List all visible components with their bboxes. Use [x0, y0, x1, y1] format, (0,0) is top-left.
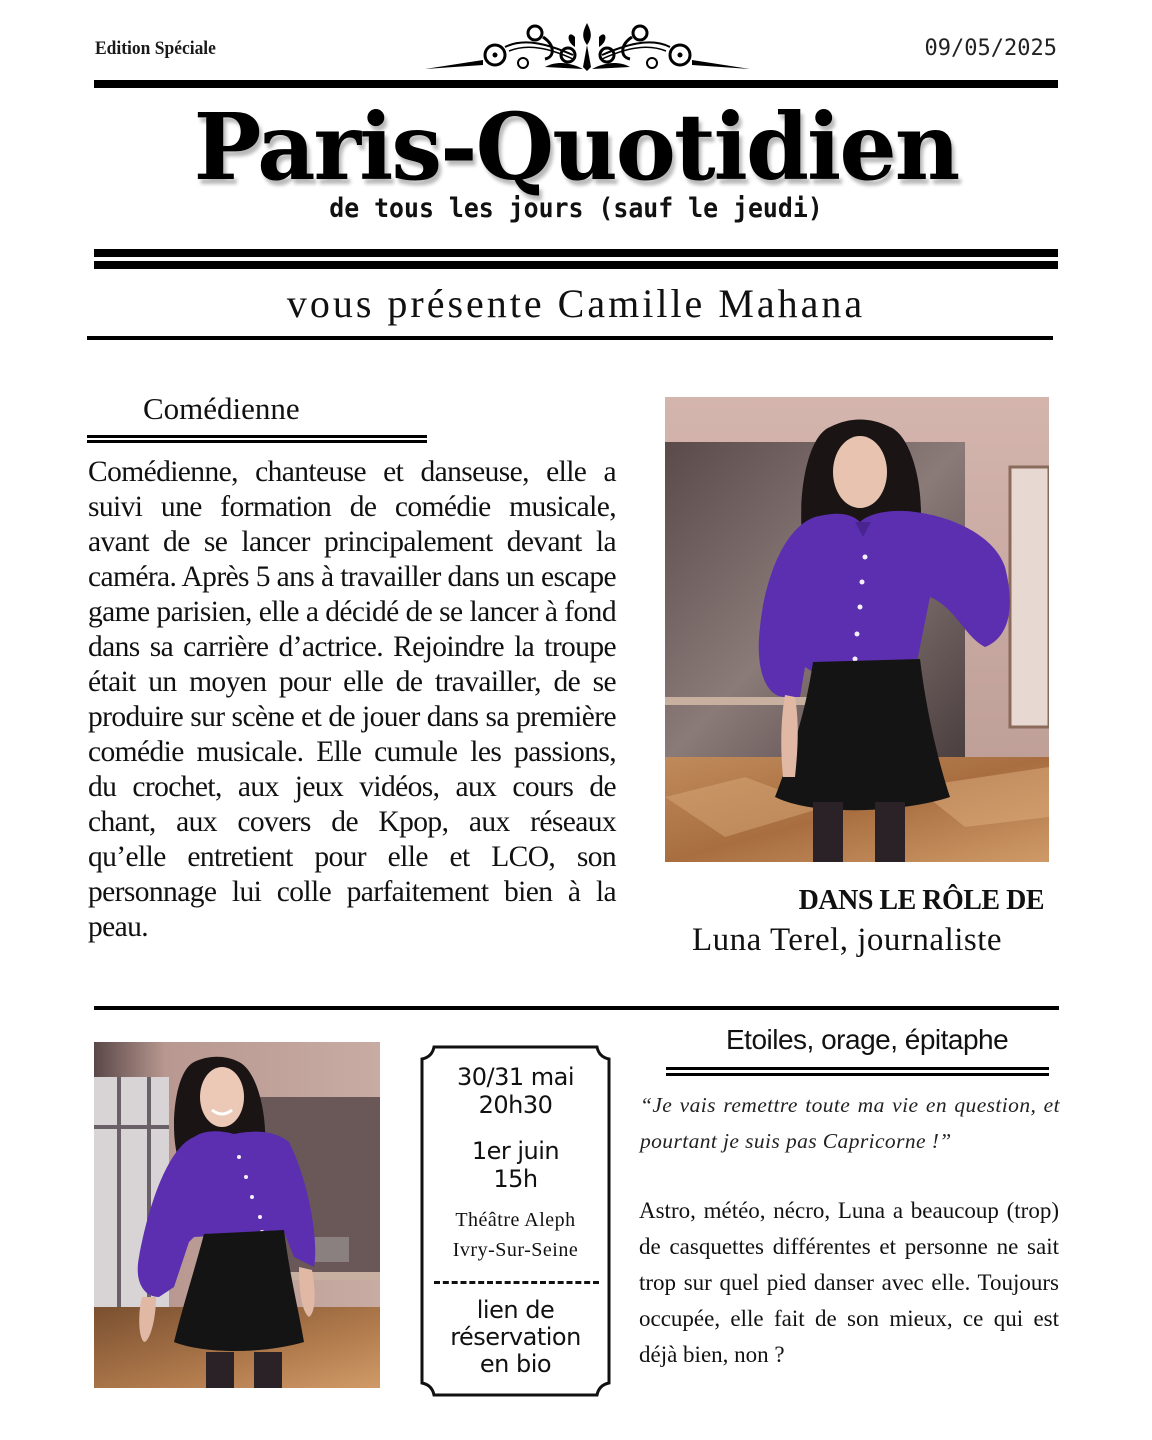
character-description: Astro, météo, nécro, Luna a beaucoup (trop) de casquettes différentes et personne ne sait trop sur quel pied danser avec elle. Toujours occupée, elle fait de son mieux, ce qui est déjà bien, non ? — [639, 1198, 1059, 1367]
headline-presents: vous présente Camille Mahana — [286, 281, 866, 326]
portrait-photo-main — [665, 397, 1049, 862]
article-body: Comédienne, chanteuse et danseuse, elle a suivi une formation de comédie musicale, avant de se lancer principalement devant la caméra. Après 5 ans à travailler dans un escape game parisien, elle a décidé de se lancer à fond dans sa carrière d’actrice. Rejoindre la troupe était un moyen pour elle de travailler, de se produire sur scène et de jouer dans sa première comédie musicale. Elle cumule les passions, du crochet, aux jeux vidéos, aux cours de chant, aux covers de Kpop, aux réseaux qu’elle entretient pour elle et LCO, son personnage lui colle parfaitement bien à la peau. — [88, 456, 616, 943]
reservation-line-2: réservation — [450, 1323, 581, 1351]
ticket-venue: Théâtre Aleph — [455, 1209, 576, 1231]
divider-rule — [94, 1006, 1059, 1010]
divider-rule — [87, 336, 1053, 340]
issue-date: 09/05/2025 — [924, 36, 1057, 61]
section-title-character: Etoiles, orage, épitaphe — [726, 1024, 1009, 1055]
divider-rule — [94, 261, 1058, 269]
divider-rule — [94, 249, 1058, 257]
ticket-dates-block-1 — [420, 1063, 611, 1119]
divider-rule — [666, 1067, 1049, 1070]
ticket-date-1: 30/31 mai — [456, 1063, 575, 1091]
flourish-ornament-icon — [425, 15, 750, 73]
ticket-time-1: 20h30 — [478, 1091, 553, 1119]
reservation-line-1: lien de — [476, 1296, 555, 1324]
ticket-time-2: 15h — [493, 1165, 538, 1193]
divider-rule — [87, 435, 427, 438]
reservation-link-note — [420, 1297, 611, 1378]
newspaper-title: Paris-Quotidien — [193, 93, 959, 201]
character-quote: “Je vais remettre toute ma vie en question, et pourtant je suis pas Capricorne !” — [640, 1093, 1060, 1153]
ticket-dates-block-2 — [420, 1137, 611, 1193]
section-title-comedienne: Comédienne — [143, 391, 300, 426]
role-character-name: Luna Terel, journaliste — [692, 922, 1003, 958]
show-dates-ticket — [420, 1045, 611, 1397]
reservation-line-3: en bio — [479, 1350, 552, 1378]
edition-label: Edition Spéciale — [95, 38, 216, 59]
ticket-venue-block — [420, 1205, 611, 1265]
divider-rule — [94, 80, 1058, 88]
portrait-photo-secondary — [94, 1042, 380, 1388]
ticket-city: Ivry-Sur-Seine — [452, 1239, 579, 1261]
divider-rule — [87, 440, 427, 443]
ticket-date-2: 1er juin — [471, 1137, 560, 1165]
newspaper-tagline: de tous les jours (sauf le jeudi) — [329, 193, 823, 224]
ticket-dashed-divider — [434, 1281, 599, 1284]
divider-rule — [666, 1073, 1049, 1076]
role-label: DANS LE RÔLE DE — [798, 885, 1044, 916]
